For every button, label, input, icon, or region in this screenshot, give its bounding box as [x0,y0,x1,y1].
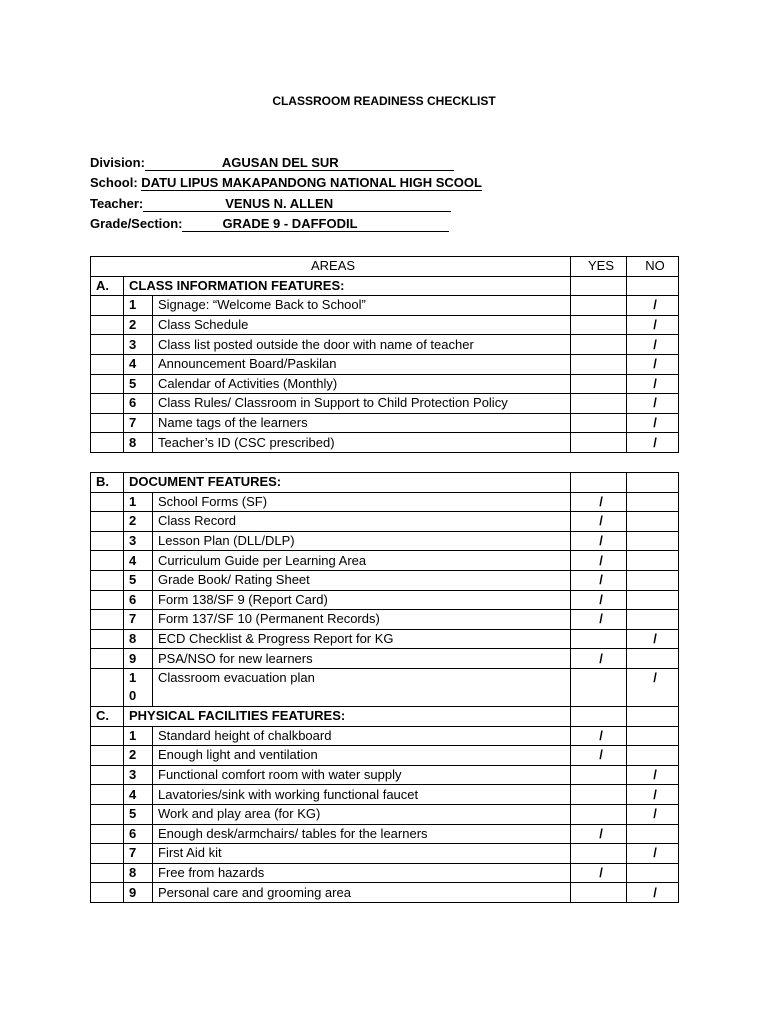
item-number: 9 [124,883,153,903]
yes-mark: / [571,746,627,766]
yes-mark: / [571,531,627,551]
section-letter: B. [91,473,124,493]
checklist-row [91,668,679,706]
item-description: Enough desk/armchairs/ tables for the learners [153,824,571,844]
letter-cell [91,492,124,512]
yes-mark: / [571,492,627,512]
letter-cell [91,610,124,630]
item-number-line: 0 [129,687,137,703]
letter-cell [91,570,124,590]
item-description: Enough light and ventilation [153,746,571,766]
no-mark [627,551,679,571]
no-mark: / [627,668,679,706]
checklist-row [91,413,679,433]
yes-mark [571,844,627,864]
item-number: 6 [124,824,153,844]
yes-mark [571,296,627,316]
letter-cell [91,726,124,746]
no-mark: / [627,394,679,414]
school-label: School: [90,175,138,191]
letter-cell [91,746,124,766]
no-mark [627,512,679,532]
header-yes: YES [571,257,627,277]
yes-mark [571,804,627,824]
section-letter: C. [91,707,124,727]
checklist-row [91,610,679,630]
item-number: 2 [124,746,153,766]
no-mark: / [627,296,679,316]
letter-cell [91,296,124,316]
no-mark: / [627,315,679,335]
item-description: Work and play area (for KG) [153,804,571,824]
no-mark: / [627,354,679,374]
item-number: 4 [124,354,153,374]
item-description: School Forms (SF) [153,492,571,512]
letter-cell [91,590,124,610]
item-number [124,668,153,706]
checklist-row [91,570,679,590]
no-mark: / [627,433,679,453]
teacher-label: Teacher: [90,195,144,211]
school-info [90,153,482,235]
item-description: Teacher’s ID (CSC prescribed) [153,433,571,453]
no-mark: / [627,413,679,433]
yes-mark: / [571,649,627,669]
section-title: DOCUMENT FEATURES: [124,473,571,493]
section-header-row [91,276,679,296]
item-number: 5 [124,374,153,394]
no-mark [627,649,679,669]
item-number: 7 [124,844,153,864]
item-description: Signage: “Welcome Back to School” [153,296,571,316]
item-description: Form 137/SF 10 (Permanent Records) [153,610,571,630]
yes-mark: / [571,551,627,571]
checklist-row [91,863,679,883]
item-description: Personal care and grooming area [153,883,571,903]
header-areas: AREAS [91,257,571,277]
item-description: Standard height of chalkboard [153,726,571,746]
checklist-table-b [90,472,679,726]
checklist-row [91,315,679,335]
yes-mark: / [571,512,627,532]
section-a-items [91,296,679,453]
item-description: Class list posted outside the door with name of teacher [153,335,571,355]
division-label: Division: [90,155,145,170]
checklist-table-a [90,256,679,453]
checklist-row [91,531,679,551]
no-mark [627,863,679,883]
item-description: Calendar of Activities (Monthly) [153,374,571,394]
letter-cell [91,668,124,706]
no-mark [627,824,679,844]
no-mark [627,610,679,630]
item-number: 9 [124,649,153,669]
item-number: 8 [124,863,153,883]
letter-cell [91,785,124,805]
yes-mark [571,765,627,785]
yes-cell [571,473,627,493]
item-description: First Aid kit [153,844,571,864]
item-description: Name tags of the learners [153,413,571,433]
letter-cell [91,512,124,532]
section-title: PHYSICAL FACILITIES FEATURES: [124,707,571,727]
school-value: DATU LIPUS MAKAPANDONG NATIONAL HIGH SCOOL [141,175,482,191]
yes-mark [571,433,627,453]
letter-cell [91,649,124,669]
checklist-row [91,629,679,649]
teacher-line [90,194,482,214]
school-line [90,173,482,193]
item-description: Grade Book/ Rating Sheet [153,570,571,590]
yes-mark [571,354,627,374]
no-mark [627,570,679,590]
item-number: 2 [124,315,153,335]
no-mark: / [627,785,679,805]
no-mark [627,726,679,746]
letter-cell [91,883,124,903]
no-mark [627,746,679,766]
item-number: 3 [124,531,153,551]
checklist-row [91,804,679,824]
yes-mark [571,394,627,414]
item-description: Functional comfort room with water supply [153,765,571,785]
document-title: CLASSROOM READINESS CHECKLIST [272,94,496,108]
yes-mark: / [571,863,627,883]
checklist-row [91,844,679,864]
item-number: 6 [124,394,153,414]
checklist-row [91,354,679,374]
item-number: 3 [124,765,153,785]
checklist-row [91,335,679,355]
checklist-row [91,374,679,394]
item-number: 1 [124,726,153,746]
item-description: Class Record [153,512,571,532]
yes-mark [571,413,627,433]
letter-cell [91,551,124,571]
section-header-row [91,473,679,493]
checklist-table-c [90,706,679,903]
checklist-row [91,394,679,414]
yes-mark [571,629,627,649]
checklist-row [91,883,679,903]
header-no: NO [627,257,679,277]
no-cell [627,707,679,727]
yes-mark [571,785,627,805]
item-description: Lavatories/sink with working functional faucet [153,785,571,805]
checklist-row [91,433,679,453]
no-mark [627,531,679,551]
division-value: AGUSAN DEL SUR [145,155,454,171]
yes-mark [571,335,627,355]
item-number: 7 [124,413,153,433]
item-number: 1 [124,296,153,316]
item-description: Form 138/SF 9 (Report Card) [153,590,571,610]
section-header-row [91,707,679,727]
item-description: ECD Checklist & Progress Report for KG [153,629,571,649]
item-number: 3 [124,335,153,355]
no-mark: / [627,629,679,649]
item-number: 4 [124,785,153,805]
item-description: Class Rules/ Classroom in Support to Child Protection Policy [153,394,571,414]
no-cell [627,473,679,493]
item-number: 7 [124,610,153,630]
no-mark: / [627,335,679,355]
yes-mark: / [571,610,627,630]
item-number: 5 [124,570,153,590]
item-description: Curriculum Guide per Learning Area [153,551,571,571]
yes-mark [571,883,627,903]
item-description: Class Schedule [153,315,571,335]
letter-cell [91,765,124,785]
no-mark: / [627,883,679,903]
item-description: Lesson Plan (DLL/DLP) [153,531,571,551]
checklist-row [91,824,679,844]
yes-mark [571,668,627,706]
item-description: Classroom evacuation plan [153,668,571,706]
section-c-items [91,726,679,902]
letter-cell [91,394,124,414]
yes-cell [571,276,627,296]
letter-cell [91,433,124,453]
letter-cell [91,629,124,649]
grade-section-value: GRADE 9 - DAFFODIL [182,216,449,232]
checklist-row [91,296,679,316]
item-number: 2 [124,512,153,532]
checklist-row [91,590,679,610]
section-letter: A. [91,276,124,296]
no-cell [627,276,679,296]
no-mark: / [627,844,679,864]
table-header-row [91,257,679,277]
checklist-row [91,726,679,746]
grade-section-line [90,214,482,234]
yes-mark: / [571,570,627,590]
yes-mark [571,315,627,335]
checklist-row [91,785,679,805]
no-mark: / [627,804,679,824]
letter-cell [91,315,124,335]
letter-cell [91,531,124,551]
checklist-row [91,649,679,669]
letter-cell [91,335,124,355]
yes-mark [571,374,627,394]
checklist-row [91,551,679,571]
item-number: 5 [124,804,153,824]
section-title: CLASS INFORMATION FEATURES: [124,276,571,296]
item-description: Announcement Board/Paskilan [153,354,571,374]
item-description: PSA/NSO for new learners [153,649,571,669]
teacher-value: VENUS N. ALLEN [143,196,451,212]
no-mark [627,590,679,610]
letter-cell [91,413,124,433]
item-number: 6 [124,590,153,610]
item-number: 4 [124,551,153,571]
no-mark: / [627,765,679,785]
no-mark [627,492,679,512]
section-b-items [91,492,679,706]
division-line [90,153,482,173]
item-number-line: 1 [129,669,137,685]
yes-mark: / [571,824,627,844]
item-description: Free from hazards [153,863,571,883]
item-number: 8 [124,629,153,649]
grade-section-label: Grade/Section: [90,216,183,232]
checklist-row [91,492,679,512]
letter-cell [91,804,124,824]
yes-cell [571,707,627,727]
no-mark: / [627,374,679,394]
item-number: 1 [124,492,153,512]
letter-cell [91,374,124,394]
letter-cell [91,863,124,883]
checklist-row [91,512,679,532]
letter-cell [91,824,124,844]
yes-mark: / [571,726,627,746]
checklist-row [91,746,679,766]
letter-cell [91,844,124,864]
checklist-row [91,765,679,785]
letter-cell [91,354,124,374]
item-number: 8 [124,433,153,453]
yes-mark: / [571,590,627,610]
